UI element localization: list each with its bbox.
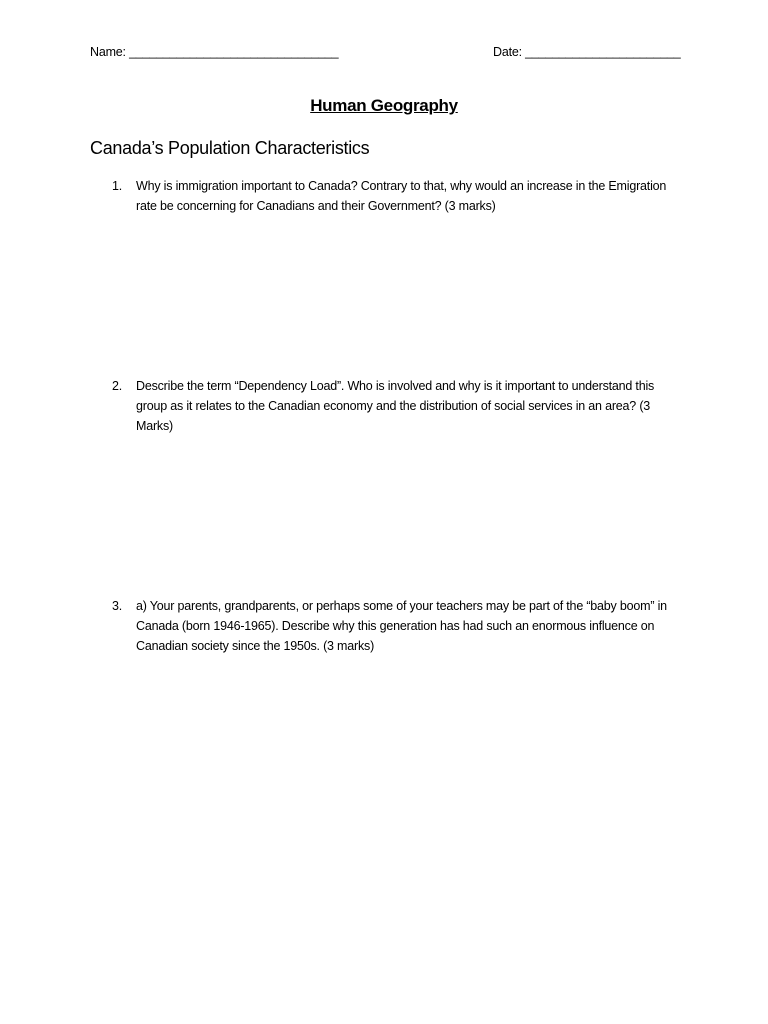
question-number: 1.: [112, 179, 123, 193]
question-text: a) Your parents, grandparents, or perhaps some of your teachers may be part of the “baby boom” in Canada (born 1946-1965). Describe why this generation has had such an enormous influence on Canadian society since the 1950s. (3 marks): [136, 599, 667, 653]
page-title: Human Geography: [310, 96, 458, 115]
date-field-line: Date: _______________________: [493, 45, 681, 59]
question-text: Describe the term “Dependency Load”. Who is involved and why is it important to understand this group as it relates to the Canadian economy and the distribution of social services in an area? (3 Marks): [136, 379, 655, 433]
section-heading: Canada’s Population Characteristics: [90, 138, 370, 158]
question-number: 2.: [112, 379, 123, 393]
question-number: 3.: [112, 599, 123, 613]
question-1: [112, 176, 672, 216]
question-text: Why is immigration important to Canada? Contrary to that, why would an increase in the Emigration rate be concerning for Canadians and their Government? (3 marks): [136, 179, 667, 213]
name-field-line: Name: _______________________________: [90, 45, 339, 59]
question-3: [112, 596, 672, 656]
question-2: [112, 376, 672, 436]
